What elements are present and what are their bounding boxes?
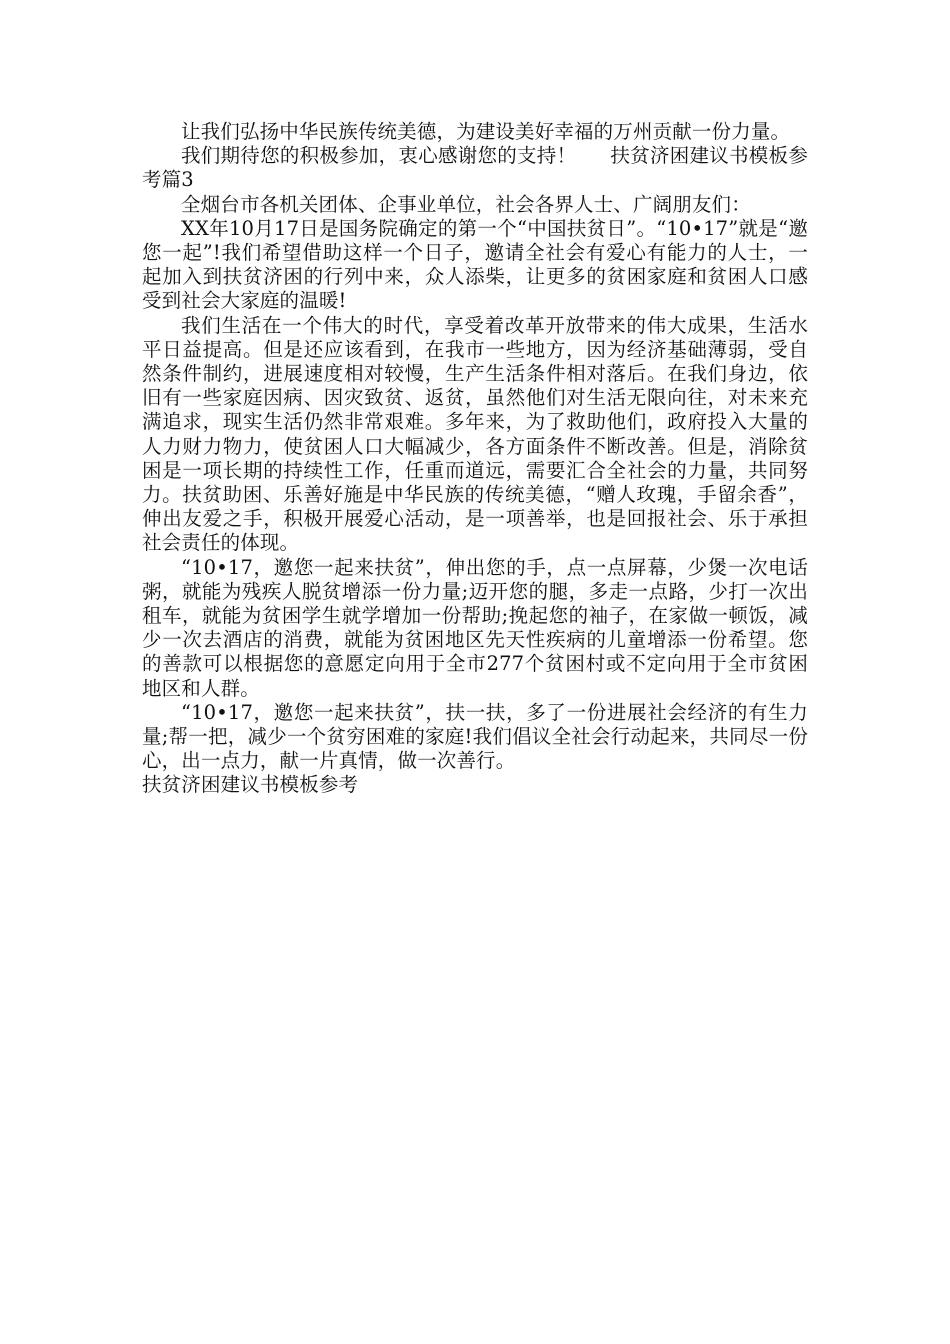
paragraph: “10•17，邀您一起来扶贫”，伸出您的手，点一点屏幕，少煲一次电话粥，就能为残疾人脱贫增添一份力量;迈开您的腿，多走一点路，少打一次出租车，就能为贫困学生就学增加一份帮助;挽起您的袖子，在家做一顿饭，减少一次去酒店的消费，就能为贫困地区先天性疾病的儿童增添一份希望。您的善款可以根据您的意愿定向用于全市277个贫困村或不定向用于全市贫困地区和人群。 [142,555,808,700]
section-heading: 扶贫济困建议书模板参考篇3 [142,144,808,192]
paragraph: “10•17，邀您一起来扶贫”，扶一扶，多了一份进展社会经济的有生力量;帮一把，减少一个贫穷困难的家庭!我们倡议全社会行动起来，共同尽一份心，出一点力，献一片真情，做一次善行。 [142,700,808,773]
paragraph [142,144,808,192]
paragraph: 让我们弘扬中华民族传统美德，为建设美好幸福的万州贡献一份力量。 [181,120,791,143]
salutation: 全烟台市各机关团体、企事业单位，社会各界人士、广阔朋友们： [181,192,751,216]
document-body [142,120,808,798]
paragraph-text: 我们期待您的积极参加，衷心感谢您的支持！ [181,144,577,168]
closing-title: 扶贫济困建议书模板参考 [142,773,359,797]
paragraph: XX年10月17日是国务院确定的第一个“中国扶贫日”。“10•17”就是“邀您一起”!我们希望借助这样一个日子，邀请全社会有爱心有能力的人士，一起加入到扶贫济困的行列中来，众人添柴，让更多的贫困家庭和贫困人口感受到社会大家庭的温暖! [142,216,808,313]
paragraph: 我们生活在一个伟大的时代，享受着改革开放带来的伟大成果，生活水平日益提高。但是还应该看到，在我市一些地方，因为经济基础薄弱，受自然条件制约，进展速度相对较慢，生产生活条件相对落后。在我们身边，依旧有一些家庭因病、因灾致贫、返贫，虽然他们对生活无限向往，对未来充满追求，现实生活仍然非常艰难。多年来，为了救助他们，政府投入大量的人力财力物力，使贫困人口大幅减少，各方面条件不断改善。但是，消除贫困是一项长期的持续性工作，任重而道远，需要汇合全社会的力量，共同努力。扶贫助困、乐善好施是中华民族的传统美德，“赠人玫瑰，手留余香”，伸出友爱之手，积极开展爱心活动，是一项善举，也是回报社会、乐于承担社会责任的体现。 [142,313,808,555]
